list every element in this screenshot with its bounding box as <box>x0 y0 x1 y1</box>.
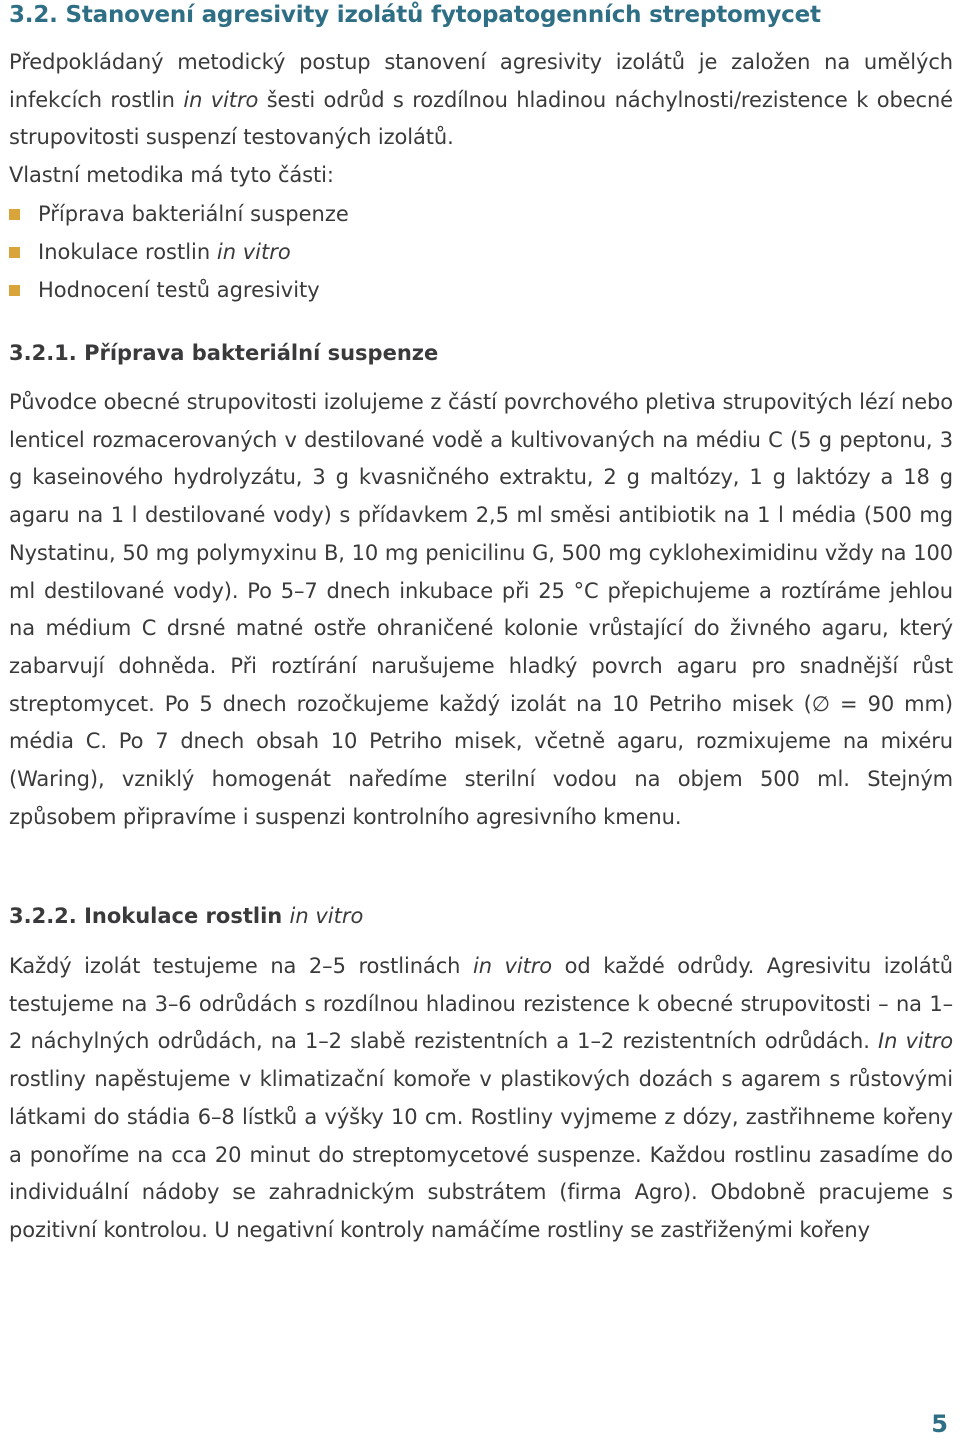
square-bullet-icon <box>9 285 20 296</box>
list-item: Hodnocení testů agresivity <box>9 271 349 309</box>
methodology-lead: Vlastní metodika má tyto části: <box>9 163 334 187</box>
intro-paragraph: Předpokládaný metodický postup stanovení agresivity izolátů je založen na umělých infekcích rostlin in vitro šesti odrůd s rozdílnou hladinou náchylnosti/rezistence k obecné strupovitosti suspenzí testovaných izolátů. <box>9 50 953 150</box>
page-number: 5 <box>931 1410 948 1438</box>
list-item: Příprava bakteriální suspenze <box>9 195 349 233</box>
square-bullet-icon <box>9 247 20 258</box>
section-title: 3.2. Stanovení agresivity izolátů fytopatogenních streptomycet <box>9 2 821 28</box>
subsection-title-inoculation: 3.2.2. Inokulace rostlin in vitro <box>9 904 364 928</box>
subsection-title-suspension: 3.2.1. Příprava bakteriální suspenze <box>9 341 439 365</box>
methodology-parts-list <box>9 195 349 309</box>
suspension-paragraph: Původce obecné strupovitosti izolujeme z částí povrchového pletiva strupovitých lézí nebo lenticel rozmacerovaných v destilované vodě a kultivovaných na médiu C (5 g peptonu, 3 g kaseinového hydrolyzátu, 3 g kvasničného extraktu, 2 g maltózy, 1 g laktózy a 18 g agaru na 1 l destilované vody) s přídavkem 2,5 ml směsi antibiotik na 1 l média (500 mg Nystatinu, 50 mg polymyxinu B, 10 mg penicilinu G, 500 mg cykloheximidinu vždy na 100 ml destilované vody). Po 5–7 dnech inkubace při 25 °C přepichujeme a roztíráme jehlou na médium C drsné matné ostře ohraničené kolonie vrůstající do živného agaru, který zabarvují dohněda. Při roztírání narušujeme hladký povrch agaru pro snadnější růst streptomycet. Po 5 dnech rozočkujeme každý izolát na 10 Petriho misek (∅ = 90 mm) média C. Po 7 dnech obsah 10 Petriho misek, včetně agaru, rozmixujeme na mixéru (Waring), vzniklý homogenát naředíme sterilní vodou na objem 500 ml. Stejným způsobem připravíme i suspenzi kontrolního agresivního kmenu. <box>9 390 953 829</box>
list-item: Inokulace rostlin in vitro <box>9 233 349 271</box>
square-bullet-icon <box>9 209 20 220</box>
inoculation-paragraph: Každý izolát testujeme na 2–5 rostlinách in vitro od každé odrůdy. Agresivitu izolátů testujeme na 3–6 odrůdách s rozdílnou hladinou rezistence k obecné strupovitosti – na 1–2 náchylných odrůdách, na 1–2 slabě rezistentních a 1–2 rezistentních odrůdách. In vitro rostliny napěstujeme v klimatizační komoře v plastikových dozách s agarem s růstovými látkami do stádia 6–8 lístků a výšky 10 cm. Rostliny vyjmeme z dózy, zastřihneme kořeny a ponoříme na cca 20 minut do streptomycetové suspenze. Každou rostlinu zasadíme do individuální nádoby se zahradnickým substrátem (firma Agro). Obdobně pracujeme s pozitivní kontrolou. U negativní kontroly namáčíme rostliny se zastřiženými kořeny <box>9 954 953 1242</box>
